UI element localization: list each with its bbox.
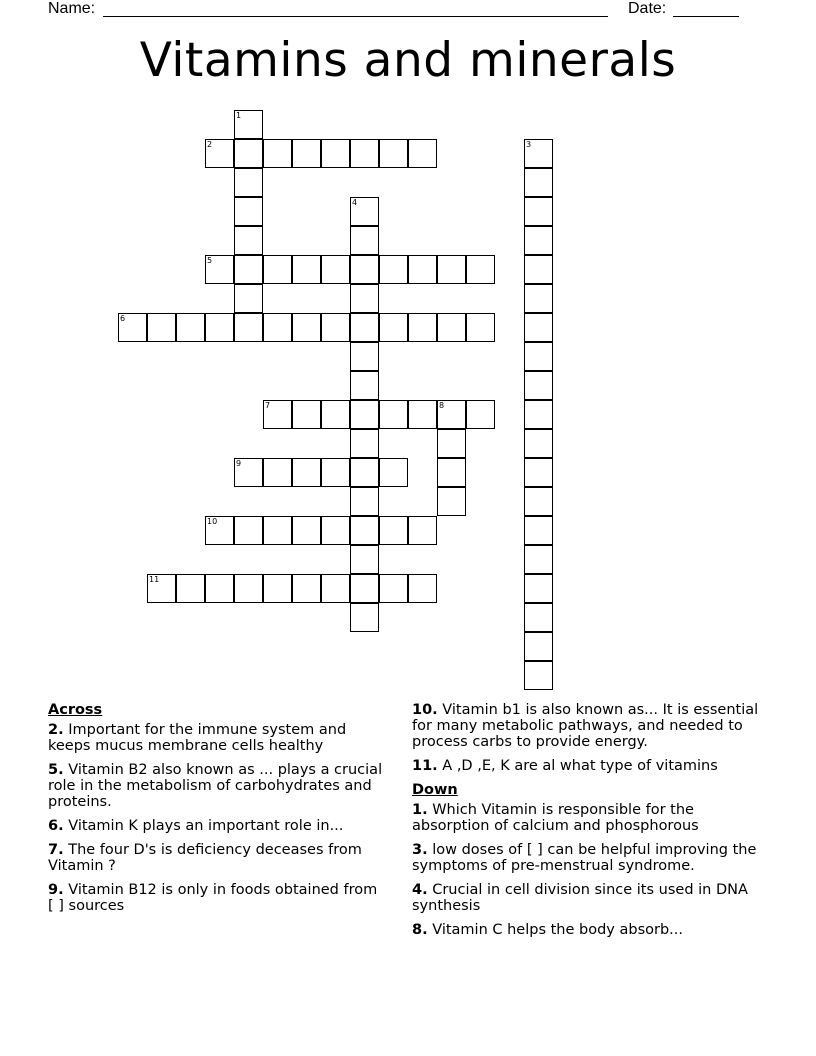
crossword-cell[interactable] (292, 400, 321, 429)
crossword-cell[interactable] (292, 458, 321, 487)
crossword-cell[interactable] (379, 400, 408, 429)
crossword-cell[interactable] (524, 284, 553, 313)
crossword-cell[interactable] (321, 400, 350, 429)
crossword-cell[interactable] (234, 284, 263, 313)
crossword-cell[interactable] (234, 458, 263, 487)
crossword-cell[interactable] (350, 487, 379, 516)
name-label: Name: (48, 0, 96, 17)
crossword-cell[interactable] (408, 313, 437, 342)
crossword-cell[interactable] (524, 458, 553, 487)
clues-column-right (412, 702, 762, 946)
crossword-cell[interactable] (379, 574, 408, 603)
clue-across-9: 9. Vitamin B12 is only in foods obtained from [ ] sources (48, 882, 378, 914)
crossword-cell[interactable] (350, 342, 379, 371)
clue-down-3: 3. low doses of [ ] can be helpful improving the symptoms of pre-menstrual syndrome. (412, 842, 757, 874)
crossword-cell[interactable] (466, 400, 495, 429)
crossword-cell[interactable] (292, 255, 321, 284)
crossword-cell[interactable] (379, 516, 408, 545)
crossword-cell[interactable] (147, 574, 176, 603)
date-label: Date: (628, 0, 667, 17)
crossword-cell[interactable] (234, 139, 263, 168)
crossword-cell[interactable] (437, 255, 466, 284)
crossword-cell[interactable] (263, 458, 292, 487)
clues-column-left (48, 702, 383, 922)
crossword-cell[interactable] (408, 139, 437, 168)
crossword-cell[interactable] (437, 487, 466, 516)
crossword-cell[interactable] (205, 255, 234, 284)
crossword-cell[interactable] (350, 226, 379, 255)
crossword-cell[interactable] (321, 458, 350, 487)
crossword-cell[interactable] (176, 574, 205, 603)
crossword-cell[interactable] (263, 574, 292, 603)
crossword-cell[interactable] (466, 313, 495, 342)
crossword-cell[interactable] (408, 574, 437, 603)
crossword-cell[interactable] (205, 139, 234, 168)
crossword-cell[interactable] (118, 313, 147, 342)
cell-number: 11 (149, 575, 160, 584)
crossword-cell[interactable] (234, 574, 263, 603)
across-heading: Across (48, 702, 103, 718)
crossword-cell[interactable] (379, 458, 408, 487)
crossword-cell[interactable] (321, 574, 350, 603)
crossword-cell[interactable] (524, 603, 553, 632)
crossword-cell[interactable] (408, 255, 437, 284)
crossword-cell[interactable] (524, 574, 553, 603)
crossword-cell[interactable] (350, 400, 379, 429)
crossword-cell[interactable] (350, 429, 379, 458)
crossword-cell[interactable] (437, 313, 466, 342)
crossword-cell[interactable] (437, 429, 466, 458)
crossword-cell[interactable] (176, 313, 205, 342)
clue-down-4: 4. Crucial in cell division since its used in DNA synthesis (412, 882, 748, 914)
crossword-cell[interactable] (292, 313, 321, 342)
cell-number: 2 (207, 140, 213, 149)
crossword-cell[interactable] (350, 255, 379, 284)
crossword-cell[interactable] (321, 313, 350, 342)
crossword-cell[interactable] (524, 226, 553, 255)
crossword-cell[interactable] (292, 574, 321, 603)
crossword-cell[interactable] (524, 371, 553, 400)
crossword-cell[interactable] (263, 516, 292, 545)
clue-down-1: 1. Which Vitamin is responsible for the absorption of calcium and phosphorous (412, 802, 699, 834)
crossword-cell[interactable] (524, 139, 553, 168)
crossword-cell[interactable] (292, 139, 321, 168)
crossword-cell[interactable] (350, 516, 379, 545)
clue-across-5: 5. Vitamin B2 also known as ... plays a crucial role in the metabolism of carbohydrates and proteins. (48, 762, 383, 810)
crossword-cell[interactable] (379, 255, 408, 284)
crossword-cell[interactable] (205, 313, 234, 342)
crossword-cell[interactable] (350, 313, 379, 342)
crossword-cell[interactable] (350, 603, 379, 632)
crossword-cell[interactable] (437, 400, 466, 429)
crossword-cell[interactable] (524, 545, 553, 574)
crossword-cell[interactable] (147, 313, 176, 342)
crossword-cell[interactable] (524, 429, 553, 458)
crossword-cell[interactable] (524, 313, 553, 342)
cell-number: 6 (120, 314, 126, 323)
crossword-cell[interactable] (379, 139, 408, 168)
crossword-cell[interactable] (350, 139, 379, 168)
crossword-cell[interactable] (321, 516, 350, 545)
crossword-cell[interactable] (524, 168, 553, 197)
cell-number: 8 (439, 401, 445, 410)
clue-across-2: 2. Important for the immune system and keeps mucus membrane cells healthy (48, 722, 347, 754)
crossword-cell[interactable] (350, 458, 379, 487)
crossword-cell[interactable] (234, 255, 263, 284)
cell-number: 3 (526, 140, 532, 149)
crossword-cell[interactable] (263, 255, 292, 284)
crossword-cell[interactable] (408, 400, 437, 429)
cell-number: 9 (236, 459, 242, 468)
clue-across-6: 6. Vitamin K plays an important role in... (48, 818, 344, 834)
crossword-cell[interactable] (524, 516, 553, 545)
crossword-cell[interactable] (234, 197, 263, 226)
crossword-cell[interactable] (524, 400, 553, 429)
crossword-cell[interactable] (263, 313, 292, 342)
crossword-cell[interactable] (350, 371, 379, 400)
crossword-cell[interactable] (234, 516, 263, 545)
crossword-cell[interactable] (466, 255, 495, 284)
cell-number: 1 (236, 111, 242, 120)
clue-across-11: 11. A ,D ,E, K are al what type of vitamins (412, 758, 718, 774)
crossword-cell[interactable] (234, 313, 263, 342)
clue-across-10: 10. Vitamin b1 is also known as... It is essential for many metabolic pathways, and needed to process carbs to provide energy. (412, 702, 759, 750)
cell-number: 10 (207, 517, 218, 526)
crossword-cell[interactable] (524, 632, 553, 661)
down-heading: Down (412, 782, 458, 798)
crossword-cell[interactable] (350, 284, 379, 313)
crossword-cell[interactable] (408, 516, 437, 545)
crossword-cell[interactable] (321, 139, 350, 168)
crossword-cell[interactable] (205, 516, 234, 545)
cell-number: 4 (352, 198, 358, 207)
page-title: Vitamins and minerals (139, 33, 677, 88)
clue-across-7: 7. The four D's is deficiency deceases from Vitamin ? (48, 842, 362, 874)
crossword-cell[interactable] (263, 400, 292, 429)
crossword-cell[interactable] (234, 110, 263, 139)
crossword-cell[interactable] (350, 197, 379, 226)
cell-number: 7 (265, 401, 271, 410)
crossword-cell[interactable] (292, 516, 321, 545)
crossword-cell[interactable] (263, 139, 292, 168)
crossword-cell[interactable] (321, 255, 350, 284)
crossword-cell[interactable] (524, 342, 553, 371)
crossword-cell[interactable] (524, 661, 553, 690)
crossword-cell[interactable] (234, 226, 263, 255)
crossword-cell[interactable] (437, 458, 466, 487)
crossword-cell[interactable] (379, 313, 408, 342)
crossword-cell[interactable] (205, 574, 234, 603)
crossword-cell[interactable] (234, 168, 263, 197)
crossword-cell[interactable] (350, 545, 379, 574)
crossword-cell[interactable] (524, 255, 553, 284)
clue-down-8: 8. Vitamin C helps the body absorb... (412, 922, 683, 938)
crossword-cell[interactable] (524, 487, 553, 516)
cell-number: 5 (207, 256, 213, 265)
crossword-cell[interactable] (350, 574, 379, 603)
crossword-cell[interactable] (524, 197, 553, 226)
